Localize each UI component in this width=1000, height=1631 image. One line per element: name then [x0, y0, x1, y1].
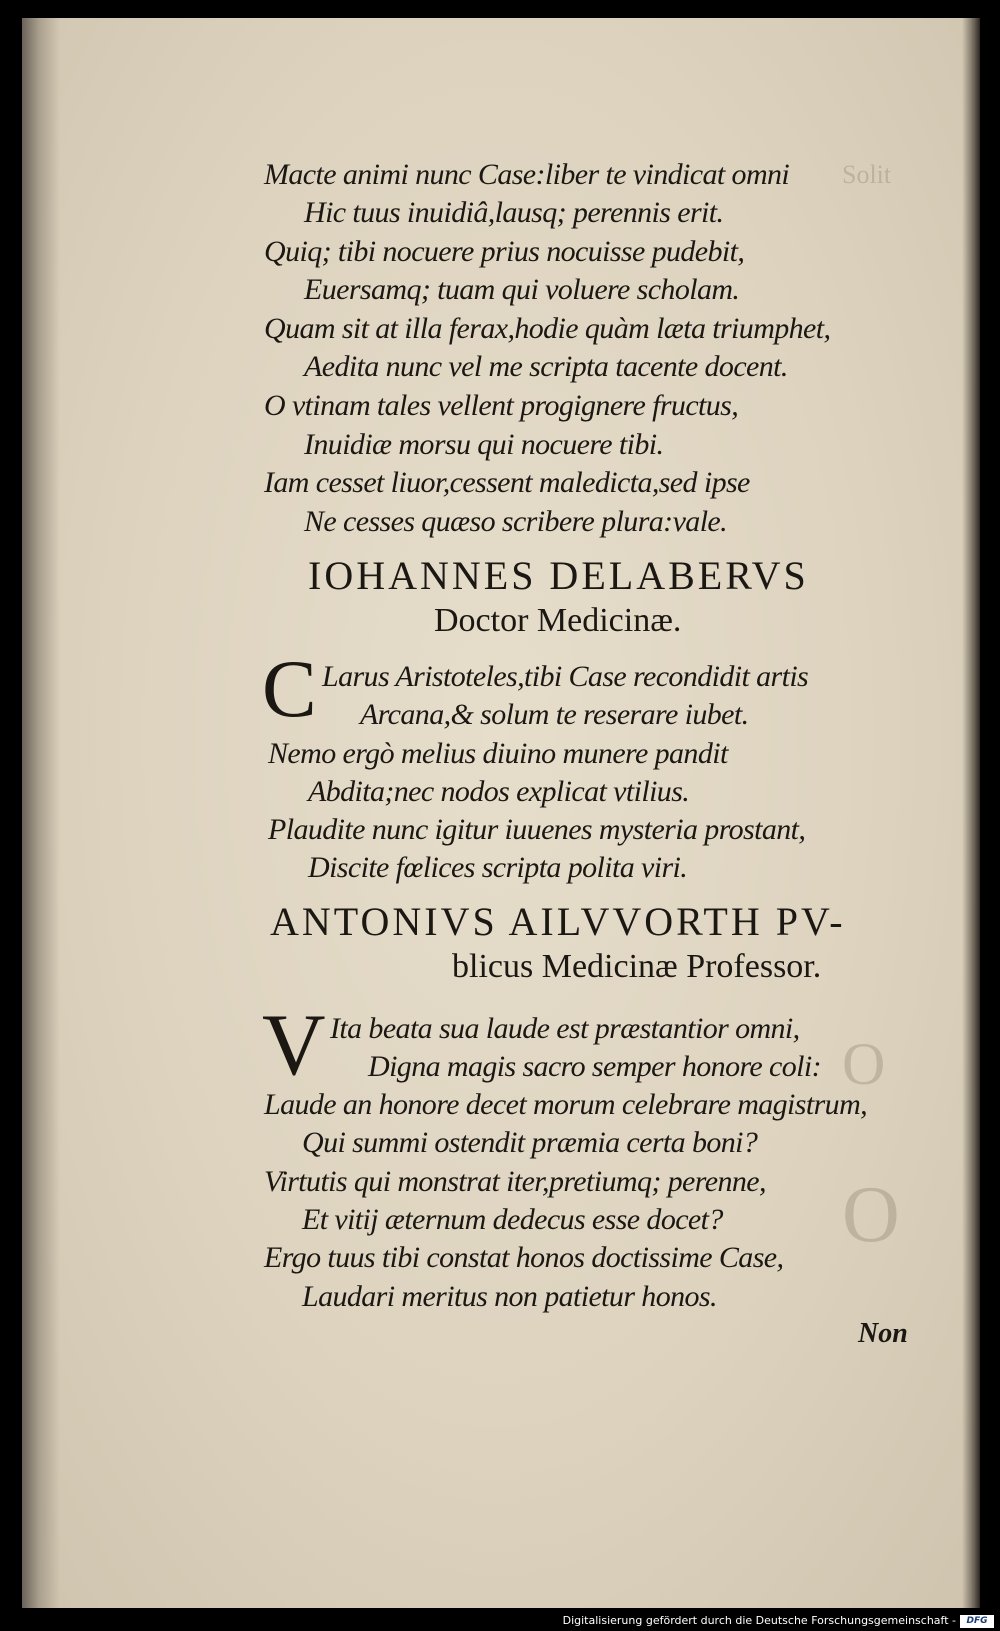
drop-capital: V — [262, 997, 326, 1094]
verse-line: O vtinam tales vellent progignere fructus, — [264, 389, 739, 422]
verse-line: Ergo tuus tibi constat honos doctissime Case, — [264, 1241, 784, 1274]
verse-line: Nemo ergò melius diuino munere pandit — [268, 737, 728, 770]
author-title: Doctor Medicinæ. — [434, 602, 682, 639]
author-heading: IOHANNES DELABERVS — [308, 553, 809, 598]
verse-line: Digna magis sacro semper honore coli: — [368, 1050, 822, 1083]
author-heading: ANTONIVS AILVVORTH PV- — [270, 899, 846, 944]
drop-capital: C — [262, 643, 317, 734]
verse-line: Laudari meritus non patietur honos. — [302, 1280, 717, 1313]
digitization-footer — [0, 1613, 1000, 1631]
verse-line: Virtutis qui monstrat iter,pretiumq; perenne, — [264, 1165, 766, 1198]
verse-line: Quiq; tibi nocuere prius nocuisse pudebit, — [264, 235, 745, 268]
verse-line: Laude an honore decet morum celebrare magistrum, — [264, 1088, 868, 1121]
verse-line: Aedita nunc vel me scripta tacente docent. — [304, 350, 788, 383]
dfg-logo: DFG — [960, 1615, 994, 1628]
bleed-through-text: O — [842, 1031, 886, 1097]
funding-notice: Digitalisierung gefördert durch die Deutsche Forschungsgemeinschaft - — [562, 1614, 956, 1627]
author-title: blicus Medicinæ Professor. — [452, 948, 822, 985]
verse-line: Qui summi ostendit præmia certa boni? — [302, 1126, 758, 1159]
verse-line: Inuidiæ morsu qui nocuere tibi. — [304, 428, 664, 461]
verse-line: Ita beata sua laude est præstantior omni, — [330, 1012, 800, 1045]
verse-line: Ne cesses quæso scribere plura:vale. — [304, 505, 728, 538]
page-edge-shadow — [962, 18, 980, 1608]
verse-line: Et vitij æternum dedecus esse docet? — [302, 1203, 723, 1236]
verse-line: Iam cesset liuor,cessent maledicta,sed ipse — [264, 466, 750, 499]
verse-line: Hic tuus inuidiâ,lausq; perennis erit. — [304, 196, 724, 229]
verse-line: Euersamq; tuam qui voluere scholam. — [304, 273, 740, 306]
verse-line: Quam sit at illa ferax,hodie quàm læta triumphet, — [264, 312, 831, 345]
bleed-through-text: Solit — [842, 160, 892, 189]
verse-line: Macte animi nunc Case:liber te vindicat omni — [264, 158, 790, 191]
verse-line: Plaudite nunc igitur iuuenes mysteria prostant, — [268, 813, 806, 846]
verse-line: Arcana,& solum te reserare iubet. — [360, 698, 749, 731]
bleed-through-text: O — [842, 1171, 900, 1259]
catchword: Non — [858, 1318, 908, 1349]
verse-line: Abdita;nec nodos explicat vtilius. — [308, 775, 690, 808]
verse-line: Larus Aristoteles,tibi Case recondidit artis — [322, 660, 809, 693]
verse-line: Discite fœlices scripta polita viri. — [308, 851, 688, 884]
